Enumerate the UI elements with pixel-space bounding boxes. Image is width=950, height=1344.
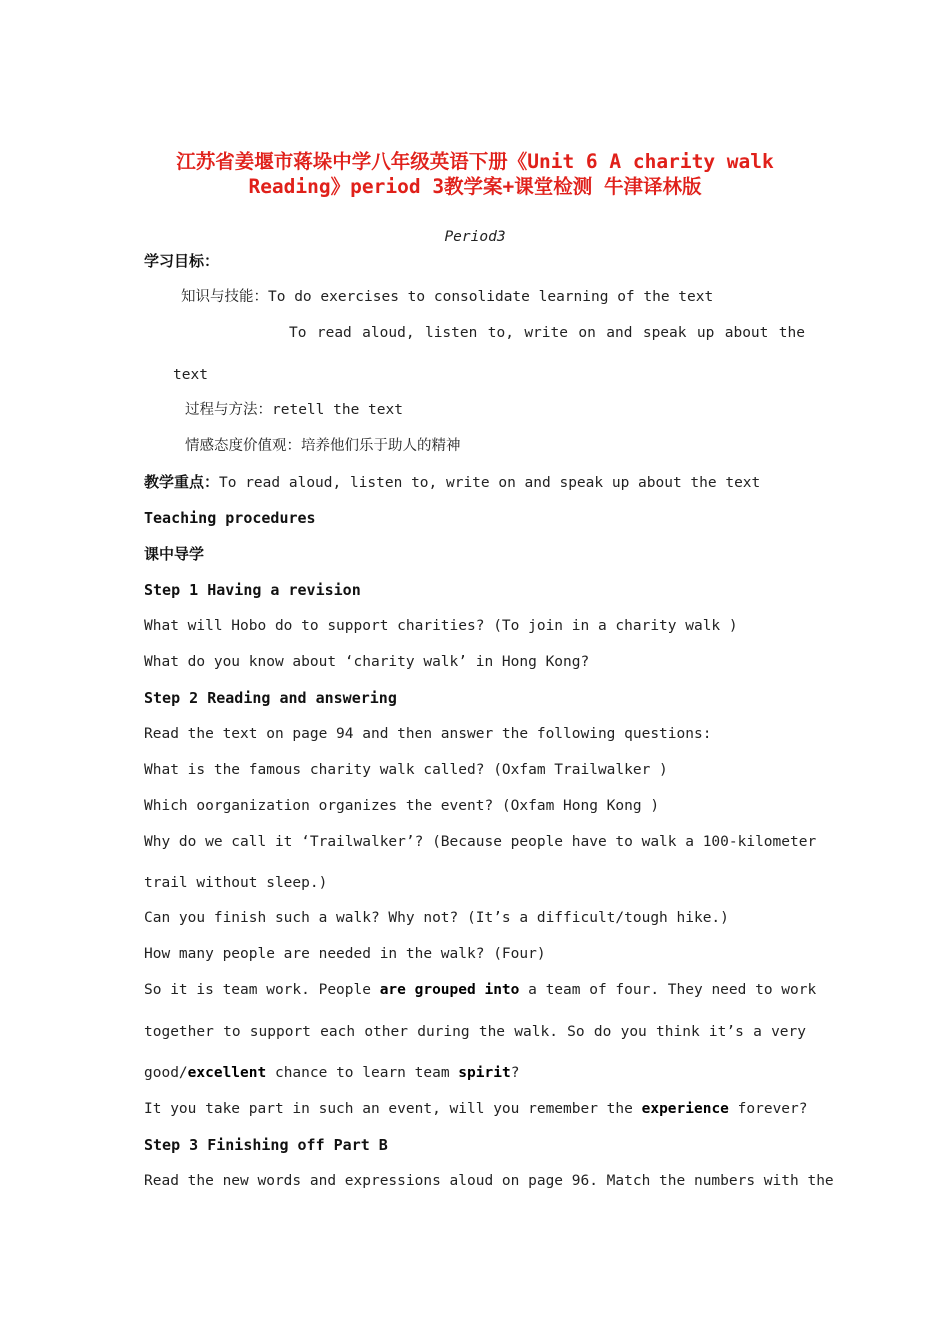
process-objective	[185, 400, 403, 420]
text-run: a team of four. They need to work	[519, 982, 817, 998]
objectives-heading: 学习目标：	[144, 252, 220, 270]
text-run: chance to learn team	[266, 1065, 459, 1081]
text-run: ?	[510, 1065, 520, 1081]
step2-heading: Step 2 Reading and answering	[144, 689, 397, 707]
attitude-label: 情感态度价值观：	[185, 438, 301, 454]
text-run: It you take part in such an event, will you remember the	[144, 1101, 642, 1117]
step2-paragraph-line-2: together to support each other during the walk. So do you think it’s a very	[144, 1024, 806, 1040]
text-run: So it is team work. People	[144, 982, 380, 998]
attitude-text: 培养他们乐于助人的精神	[301, 438, 461, 454]
knowledge-text-1: To do exercises to consolidate learning of the text	[268, 289, 714, 305]
process-label: 过程与方法：	[185, 402, 272, 418]
step2-question-4: Can you finish such a walk? Why not? (It’s a difficult/tough hike.)	[144, 910, 729, 926]
step2-question-5: How many people are needed in the walk? (Four)	[144, 946, 546, 962]
process-text: retell the text	[272, 402, 403, 418]
step2-paragraph-line-1	[144, 980, 817, 1000]
bold-word: spirit	[458, 1065, 511, 1081]
key-points	[144, 472, 760, 493]
step2-question-1: What is the famous charity walk called? (Oxfam Trailwalker )	[144, 762, 668, 778]
knowledge-label: 知识与技能：	[181, 289, 268, 305]
period-label: Period3	[444, 229, 506, 245]
step2-paragraph-line-3	[144, 1063, 519, 1083]
step3-instruction: Read the new words and expressions aloud on page 96. Match the numbers with the	[144, 1173, 834, 1189]
bold-phrase: are grouped into	[379, 982, 520, 998]
step1-question-1: What will Hobo do to support charities? (To join in a charity walk )	[144, 618, 738, 634]
document-title-line-1: 江苏省姜堰市蒋垛中学八年级英语下册《Unit 6 A charity walk	[176, 150, 774, 173]
attitude-objective	[185, 436, 461, 456]
step1-question-2: What do you know about ‘charity walk’ in Hong Kong?	[144, 654, 590, 670]
step2-question-3-continued: trail without sleep.)	[144, 875, 328, 891]
step2-paragraph-line-4	[144, 1099, 808, 1119]
bold-word: experience	[641, 1101, 729, 1117]
key-points-label: 教学重点：	[144, 473, 220, 491]
step1-heading: Step 1 Having a revision	[144, 581, 361, 599]
text-run: good/	[144, 1065, 188, 1081]
step3-heading: Step 3 Finishing off Part B	[144, 1136, 388, 1154]
key-points-text: To read aloud, listen to, write on and speak up about the text	[219, 475, 761, 491]
bold-word: excellent	[187, 1065, 267, 1081]
knowledge-text-2: To read aloud, listen to, write on and speak up about the	[289, 325, 805, 341]
step2-question-3: Why do we call it ‘Trailwalker’? (Because people have to walk a 100-kilometer	[144, 834, 817, 850]
knowledge-text-2-continued: text	[173, 367, 208, 383]
guide-heading: 课中导学	[144, 545, 205, 563]
step2-question-2: Which oorganization organizes the event? (Oxfam Hong Kong )	[144, 798, 660, 814]
procedures-heading: Teaching procedures	[144, 509, 316, 527]
text-run: forever?	[728, 1101, 808, 1117]
document-title-line-2: Reading》period 3教学案+课堂检测 牛津译林版	[248, 175, 702, 198]
knowledge-objective	[181, 287, 713, 307]
step2-intro: Read the text on page 94 and then answer the following questions:	[144, 726, 712, 742]
